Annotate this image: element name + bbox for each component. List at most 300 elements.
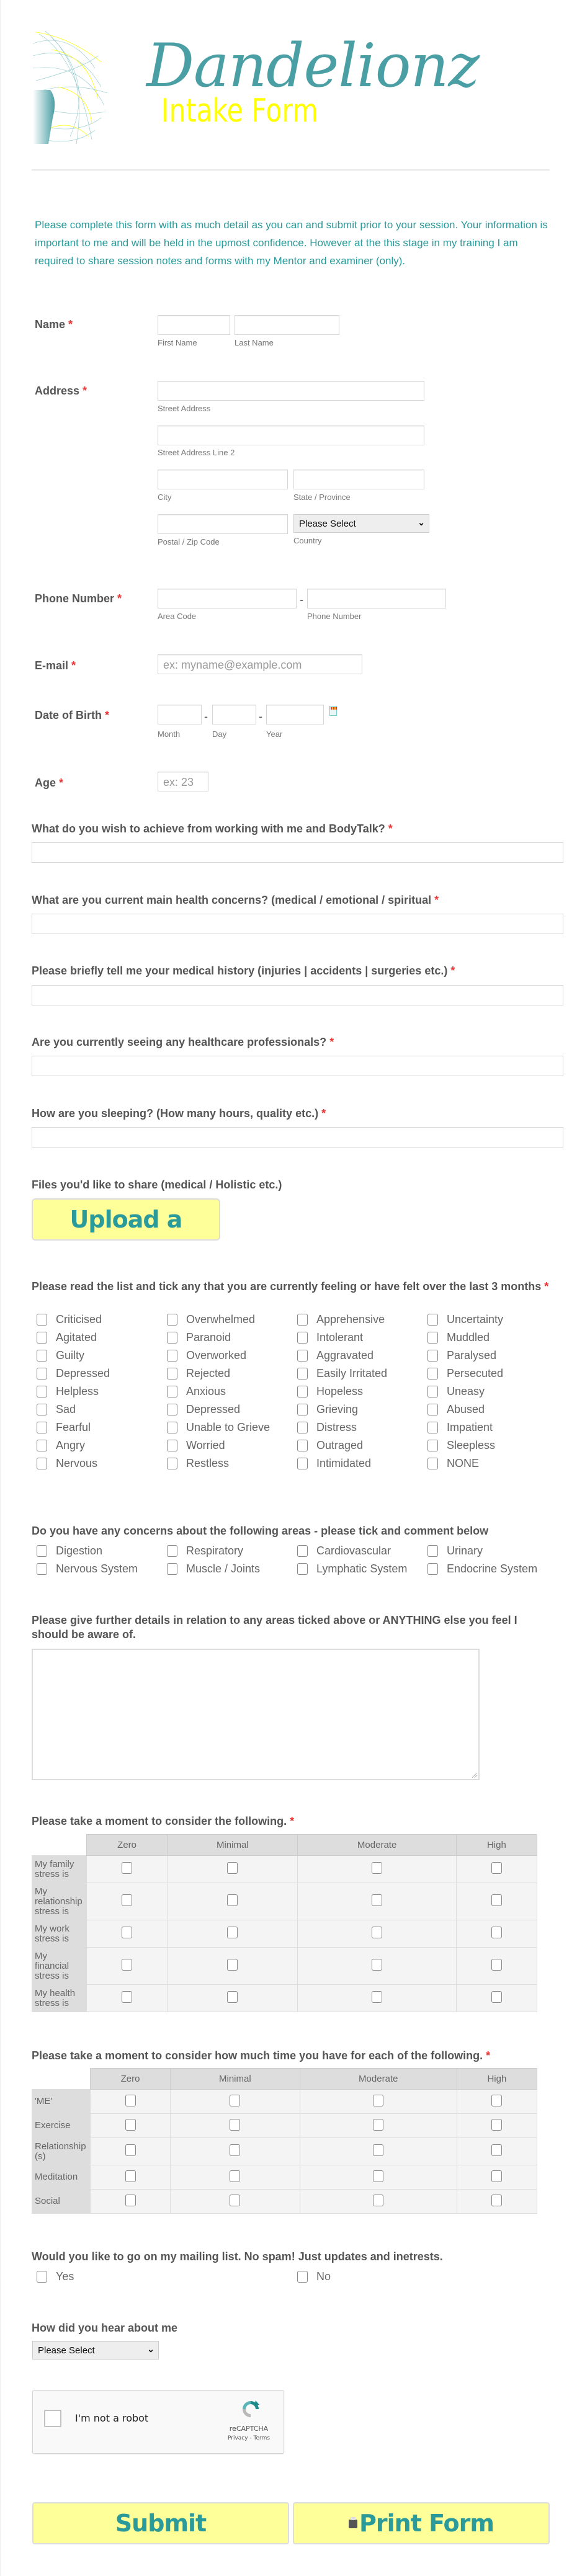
checkbox-option[interactable]	[297, 1542, 427, 1560]
checkbox[interactable]	[427, 1314, 438, 1326]
postal-code-sublabel: Postal / Zip Code	[158, 537, 220, 546]
checkbox[interactable]	[427, 1545, 438, 1557]
checkbox[interactable]	[122, 1959, 132, 1971]
checkbox-option[interactable]	[297, 1401, 427, 1419]
checkbox[interactable]	[297, 1458, 308, 1469]
matrix-cell	[457, 2190, 537, 2214]
checkbox[interactable]	[227, 1894, 238, 1906]
recaptcha-text: I'm not a robot	[75, 2412, 149, 2424]
checkbox[interactable]	[427, 1368, 438, 1379]
checkbox[interactable]	[37, 1404, 47, 1415]
checkbox-option[interactable]	[297, 1455, 427, 1473]
checkbox[interactable]	[297, 1440, 308, 1451]
checkbox[interactable]	[167, 1404, 177, 1415]
matrix-row	[32, 2190, 537, 2214]
files-label: Files you'd like to share (medical / Holistic etc.)	[32, 1179, 282, 1191]
checkbox-option[interactable]	[297, 1311, 427, 1329]
dob-year-sublabel: Year	[266, 729, 283, 739]
matrix-row	[32, 1856, 537, 1883]
matrix-row-label: My relationship stress is	[32, 1883, 87, 1920]
street-address-line2-input[interactable]	[158, 426, 424, 445]
chevron-down-icon: ⌄	[418, 517, 425, 527]
matrix-cell	[168, 1985, 298, 2012]
matrix-row-label: 'ME'	[32, 2090, 91, 2114]
matrix-row	[32, 1920, 537, 1948]
matrix-column-header: Moderate	[298, 1835, 456, 1856]
checkbox-option[interactable]	[37, 1437, 167, 1455]
checkbox-label: Cardiovascular	[316, 1544, 391, 1557]
checkbox[interactable]	[297, 1332, 308, 1344]
checkbox[interactable]	[491, 1862, 502, 1874]
matrix-row	[32, 2114, 537, 2138]
checkbox-option[interactable]	[427, 1419, 564, 1437]
checkbox-option[interactable]	[297, 1365, 427, 1383]
checkbox[interactable]	[427, 1386, 438, 1397]
checkbox[interactable]	[427, 1440, 438, 1451]
checkbox-option[interactable]	[427, 1329, 564, 1347]
matrix-cell	[87, 1920, 168, 1948]
mailing-option-yes[interactable]: Yes	[37, 2268, 74, 2286]
dob-day-input[interactable]	[212, 705, 256, 724]
checkbox[interactable]	[122, 1862, 132, 1874]
checkbox-label: Impatient	[447, 1421, 493, 1433]
checkbox-label: Lymphatic System	[316, 1562, 408, 1575]
checkbox[interactable]	[491, 2170, 502, 2182]
checkbox[interactable]	[297, 1404, 308, 1415]
checkbox-option[interactable]	[167, 1365, 297, 1383]
area-code-sublabel: Area Code	[158, 612, 197, 621]
checkbox[interactable]	[230, 2170, 240, 2182]
checkbox[interactable]	[167, 1422, 177, 1433]
dob-year-input[interactable]	[266, 705, 324, 724]
postal-code-input[interactable]	[158, 514, 288, 534]
stress-matrix-label: Please take a moment to consider the following. *	[32, 1815, 295, 1827]
matrix-cell	[298, 1985, 456, 2012]
address-label: Address *	[35, 385, 87, 397]
recaptcha-checkbox[interactable]	[44, 2410, 61, 2427]
matrix-column-header: Zero	[91, 2069, 171, 2090]
checkbox-option[interactable]	[427, 1560, 564, 1578]
checkbox[interactable]	[167, 1314, 177, 1326]
matrix-cell	[298, 1948, 456, 1985]
checkbox-option[interactable]	[297, 1383, 427, 1401]
checkbox[interactable]	[230, 2195, 240, 2206]
checkbox[interactable]	[297, 1368, 308, 1379]
checkbox-label: Restless	[186, 1457, 230, 1469]
checkbox[interactable]	[125, 2144, 136, 2156]
checkbox-option[interactable]	[37, 1401, 167, 1419]
checkbox[interactable]	[122, 1991, 132, 2003]
checkbox[interactable]	[372, 1927, 382, 1938]
street-address-line2-sublabel: Street Address Line 2	[158, 448, 235, 457]
checkbox-label: Muscle / Joints	[186, 1562, 261, 1575]
resize-grip-icon[interactable]	[472, 1773, 477, 1778]
checkbox-option[interactable]	[37, 1347, 167, 1365]
checkbox[interactable]	[372, 1991, 382, 2003]
matrix-cell	[87, 1856, 168, 1883]
matrix-cell	[300, 2165, 457, 2190]
checkbox-option[interactable]	[37, 1455, 167, 1473]
checkbox[interactable]	[37, 1458, 47, 1469]
checkbox[interactable]	[167, 1386, 177, 1397]
checkbox-label: Rejected	[186, 1367, 231, 1379]
checkbox-option[interactable]	[167, 1401, 297, 1419]
checkbox[interactable]	[37, 1368, 47, 1379]
referral-select[interactable]: Please Select ⌄	[32, 2341, 159, 2360]
checkbox[interactable]	[230, 2119, 240, 2131]
question-medical-history-label: Please briefly tell me your medical history (injuries | accidents | surgeries etc.) *	[32, 965, 455, 977]
matrix-cell	[168, 1856, 298, 1883]
matrix-row	[32, 1883, 537, 1920]
matrix-cell	[300, 2190, 457, 2214]
matrix-cell	[91, 2090, 171, 2114]
checkbox[interactable]	[227, 1959, 238, 1971]
checkbox[interactable]	[427, 1458, 438, 1469]
checkbox[interactable]	[167, 1440, 177, 1451]
intro-text: Please complete this form with as much detail as you can and submit prior to your session. Your information is important to me and will be held in the upmost confidence. However at the this stage in my training I am required to share session notes and forms with my Mentor and examiner (only).	[35, 219, 548, 267]
sleep-input[interactable]	[32, 1127, 563, 1148]
checkbox-option[interactable]	[427, 1347, 564, 1365]
checkbox-option[interactable]	[427, 1383, 564, 1401]
checkbox[interactable]	[37, 1350, 47, 1362]
checkbox-label: Overworked	[186, 1349, 247, 1362]
checkbox-label: Paralysed	[447, 1349, 497, 1362]
first-name-input[interactable]	[158, 315, 230, 335]
checkbox-option[interactable]	[297, 1419, 427, 1437]
checkbox[interactable]	[125, 2195, 136, 2206]
city-sublabel: City	[158, 492, 172, 502]
checkbox-label: Hopeless	[316, 1385, 364, 1397]
checkbox-option[interactable]	[37, 1383, 167, 1401]
first-name-sublabel: First Name	[158, 338, 197, 347]
matrix-row-label: My financial stress is	[32, 1948, 87, 1985]
checkbox[interactable]	[373, 2119, 383, 2131]
state-input[interactable]	[293, 470, 424, 489]
dandelion-logo-icon	[33, 31, 107, 144]
matrix-row	[32, 2165, 537, 2190]
matrix-cell	[91, 2190, 171, 2214]
matrix-row-label: My health stress is	[32, 1985, 87, 2012]
checkbox-label: Paranoid	[186, 1331, 231, 1344]
matrix-row	[32, 2090, 537, 2114]
phone-number-input[interactable]	[307, 589, 446, 608]
matrix-cell	[457, 2114, 537, 2138]
email-input[interactable]: ex: myname@example.com	[158, 654, 362, 674]
matrix-column-header: Minimal	[168, 1835, 298, 1856]
time-matrix-label: Please take a moment to consider how much time you have for each of the following. *	[32, 2049, 491, 2062]
checkbox-label: NONE	[447, 1457, 480, 1469]
checkbox-label: Grieving	[316, 1403, 359, 1415]
matrix-cell	[168, 1920, 298, 1948]
email-label: E-mail *	[35, 659, 76, 672]
checkbox[interactable]	[167, 1563, 177, 1575]
goals-input[interactable]	[32, 842, 563, 863]
matrix-row-label: Relationship (s)	[32, 2138, 91, 2165]
checkbox-option[interactable]	[167, 1437, 297, 1455]
mailing-option-no[interactable]: No	[297, 2268, 331, 2286]
feelings-label: Please read the list and tick any that you are currently feeling or have felt over the last 3 months *	[32, 1280, 549, 1293]
checkbox[interactable]	[372, 1959, 382, 1971]
question-healthcare-professionals-label: Are you currently seeing any healthcare professionals? *	[32, 1036, 334, 1048]
checkbox[interactable]	[122, 1927, 132, 1938]
checkbox-option[interactable]	[37, 1329, 167, 1347]
checkbox-label: Distress	[316, 1421, 357, 1433]
checkbox-label: Muddled	[447, 1331, 490, 1344]
checkbox[interactable]	[227, 1991, 238, 2003]
checkbox[interactable]	[373, 2195, 383, 2206]
mailing-list-label: Would you like to go on my mailing list. No spam! Just updates and inetrests.	[32, 2250, 443, 2263]
matrix-cell	[456, 1883, 537, 1920]
details-label: Please give further details in relation to any areas ticked above or ANYTHING else you feel I should be aware of.	[32, 1614, 517, 1641]
matrix-cell	[298, 1883, 456, 1920]
medical-history-input[interactable]	[32, 985, 563, 1005]
checkbox[interactable]	[37, 1422, 47, 1433]
checkbox[interactable]	[227, 1862, 238, 1874]
checkbox-label: Sleepless	[447, 1439, 496, 1451]
checkbox-label: Intolerant	[316, 1331, 364, 1344]
checkbox-label: Fearful	[56, 1421, 91, 1433]
checkbox-option[interactable]	[167, 1347, 297, 1365]
checkbox-option[interactable]	[297, 1329, 427, 1347]
dob-month-input[interactable]	[158, 705, 202, 724]
checkbox-option[interactable]	[167, 1419, 297, 1437]
checkbox-option[interactable]	[37, 1560, 167, 1578]
matrix-cell	[171, 2165, 300, 2190]
checkbox[interactable]	[167, 1545, 177, 1557]
checkbox-option[interactable]	[427, 1437, 564, 1455]
checkbox[interactable]	[491, 1927, 502, 1938]
phone-separator: -	[300, 594, 303, 606]
checkbox-label: Digestion	[56, 1544, 103, 1557]
concerns-checkbox-group	[37, 1542, 564, 1578]
checkbox-option[interactable]	[427, 1401, 564, 1419]
checkbox-label: Overwhelmed	[186, 1313, 256, 1326]
checkbox-label: Uncertainty	[447, 1313, 504, 1326]
checkbox-option[interactable]	[167, 1542, 297, 1560]
recaptcha-brand: reCAPTCHA	[229, 2425, 269, 2433]
matrix-cell	[91, 2165, 171, 2190]
checkbox[interactable]	[491, 2144, 502, 2156]
checkbox[interactable]	[37, 1440, 47, 1451]
checkbox[interactable]	[491, 1894, 502, 1906]
country-sublabel: Country	[293, 536, 322, 545]
checkbox-option[interactable]	[297, 1347, 427, 1365]
matrix-cell	[300, 2090, 457, 2114]
street-address-input[interactable]	[158, 381, 424, 401]
checkbox[interactable]	[491, 1959, 502, 1971]
checkbox[interactable]	[167, 1332, 177, 1344]
checkbox-label: Easily Irritated	[316, 1367, 388, 1379]
upload-button[interactable]: Upload a	[32, 1198, 220, 1241]
checkbox-label: Sad	[56, 1403, 76, 1415]
matrix-row-label: My work stress is	[32, 1920, 87, 1948]
phone-label: Phone Number *	[35, 592, 122, 605]
matrix-cell	[168, 1948, 298, 1985]
form-subtitle: Intake Form	[161, 92, 318, 130]
checkbox-label: Agitated	[56, 1331, 97, 1344]
checkbox-option[interactable]	[297, 1437, 427, 1455]
print-form-button[interactable]: Print Form	[293, 2502, 550, 2544]
checkbox-option[interactable]	[427, 1365, 564, 1383]
checkbox[interactable]	[230, 2144, 240, 2156]
checkbox-option[interactable]	[167, 1383, 297, 1401]
checkbox-label: Endocrine System	[447, 1562, 538, 1575]
checkbox[interactable]	[230, 2095, 240, 2106]
printer-icon	[349, 2520, 357, 2528]
checkbox[interactable]	[125, 2119, 136, 2131]
checkbox[interactable]	[125, 2170, 136, 2182]
area-code-input[interactable]	[158, 589, 297, 608]
question-goals-label: What do you wish to achieve from working with me and BodyTalk? *	[32, 822, 393, 835]
checkbox[interactable]	[373, 2144, 383, 2156]
matrix-column-header: Minimal	[171, 2069, 300, 2090]
recaptcha-logo-icon	[241, 2399, 261, 2419]
checkbox-label: Criticised	[56, 1313, 102, 1326]
matrix-cell	[171, 2138, 300, 2165]
checkbox[interactable]	[297, 1563, 308, 1575]
checkbox-option[interactable]	[427, 1455, 564, 1473]
checkbox[interactable]	[491, 2095, 502, 2106]
checkbox-label: Outraged	[316, 1439, 364, 1451]
checkbox-label: Anxious	[186, 1385, 226, 1397]
checkbox-label: Abused	[447, 1403, 485, 1415]
matrix-row	[32, 2138, 537, 2165]
checkbox[interactable]	[427, 1332, 438, 1344]
matrix-header-row	[32, 1835, 537, 1856]
checkbox[interactable]	[37, 1545, 47, 1557]
matrix-header-row	[32, 2069, 537, 2090]
checkbox-label: Uneasy	[447, 1385, 485, 1397]
matrix-corner	[32, 2069, 91, 2090]
checkbox-option[interactable]	[167, 1311, 297, 1329]
checkbox[interactable]	[125, 2095, 136, 2106]
name-label: Name *	[35, 318, 73, 331]
state-sublabel: State / Province	[293, 492, 351, 502]
checkbox-option[interactable]	[167, 1329, 297, 1347]
checkbox-label: Worried	[186, 1439, 225, 1451]
age-label: Age *	[35, 777, 64, 789]
city-input[interactable]	[158, 470, 288, 489]
street-address-sublabel: Street Address	[158, 404, 211, 413]
checkbox-label: Persecuted	[447, 1367, 504, 1379]
checkbox-option[interactable]	[167, 1560, 297, 1578]
checkbox-label: Urinary	[447, 1544, 483, 1557]
matrix-cell	[456, 1948, 537, 1985]
checkbox[interactable]	[167, 1368, 177, 1379]
checkbox[interactable]	[373, 2095, 383, 2106]
matrix-cell	[300, 2138, 457, 2165]
healthcare-professionals-input[interactable]	[32, 1056, 563, 1076]
checkbox-option[interactable]	[167, 1455, 297, 1473]
matrix-cell	[171, 2090, 300, 2114]
checkbox[interactable]	[372, 1894, 382, 1906]
matrix-cell	[456, 1985, 537, 2012]
checkbox[interactable]	[37, 1332, 47, 1344]
feelings-checkbox-group	[37, 1311, 564, 1473]
checkbox[interactable]	[297, 1350, 308, 1362]
matrix-row	[32, 1985, 537, 2012]
checkbox-option[interactable]	[37, 1419, 167, 1437]
checkbox[interactable]	[427, 1404, 438, 1415]
checkbox[interactable]	[297, 1545, 308, 1557]
checkbox[interactable]	[167, 1350, 177, 1362]
checkbox[interactable]	[373, 2170, 383, 2182]
checkbox-option[interactable]	[297, 1560, 427, 1578]
brand-name: Dandelionz	[146, 31, 479, 100]
checkbox-label: Aggravated	[316, 1349, 374, 1362]
checkbox[interactable]	[491, 2119, 502, 2131]
matrix-cell	[87, 1985, 168, 2012]
matrix-column-header: Moderate	[300, 2069, 457, 2090]
recaptcha-links[interactable]: Privacy - Terms	[227, 2435, 271, 2441]
checkbox-label: Angry	[56, 1439, 86, 1451]
matrix-row-label: Exercise	[32, 2114, 91, 2138]
matrix-cell	[457, 2165, 537, 2190]
checkbox-option[interactable]	[427, 1311, 564, 1329]
health-concerns-input[interactable]	[32, 914, 563, 934]
checkbox[interactable]	[37, 1386, 47, 1397]
stress-matrix-table	[32, 1834, 537, 2012]
last-name-input[interactable]	[235, 315, 339, 335]
checkbox[interactable]	[491, 2195, 502, 2206]
age-input[interactable]: ex: 23	[158, 772, 208, 791]
form-header	[33, 31, 479, 146]
checkbox[interactable]	[297, 2271, 308, 2283]
checkbox[interactable]	[427, 1422, 438, 1433]
checkbox[interactable]	[37, 1314, 47, 1326]
matrix-cell	[298, 1920, 456, 1948]
recaptcha-widget	[32, 2390, 284, 2454]
checkbox[interactable]	[427, 1563, 438, 1575]
phone-number-sublabel: Phone Number	[307, 612, 362, 621]
checkbox[interactable]	[122, 1894, 132, 1906]
matrix-cell	[91, 2138, 171, 2165]
last-name-sublabel: Last Name	[235, 338, 274, 347]
calendar-icon[interactable]	[329, 706, 337, 716]
checkbox-label: Nervous System	[56, 1562, 138, 1575]
matrix-cell	[168, 1883, 298, 1920]
checkbox[interactable]	[167, 1458, 177, 1469]
header-divider	[32, 169, 550, 171]
checkbox-option[interactable]	[427, 1542, 564, 1560]
checkbox-option[interactable]	[37, 1542, 167, 1560]
dob-label: Date of Birth *	[35, 709, 110, 721]
checkbox-label: Intimidated	[316, 1457, 372, 1469]
checkbox-option[interactable]	[37, 1365, 167, 1383]
country-select[interactable]: Please Select ⌄	[293, 514, 429, 533]
checkbox-option[interactable]	[37, 1311, 167, 1329]
checkbox[interactable]	[427, 1350, 438, 1362]
checkbox[interactable]	[297, 1314, 308, 1326]
matrix-cell	[298, 1856, 456, 1883]
checkbox[interactable]	[37, 1563, 47, 1575]
matrix-cell	[171, 2114, 300, 2138]
checkbox[interactable]	[37, 2271, 47, 2283]
matrix-row-label: Social	[32, 2190, 91, 2214]
checkbox[interactable]	[227, 1927, 238, 1938]
checkbox-label: Guilty	[56, 1349, 85, 1362]
checkbox[interactable]	[372, 1862, 382, 1874]
dob-separator-1: -	[204, 710, 208, 723]
submit-button[interactable]: Submit	[32, 2502, 289, 2544]
checkbox[interactable]	[491, 1991, 502, 2003]
checkbox[interactable]	[297, 1422, 308, 1433]
referral-label: How did you hear about me	[32, 2322, 178, 2334]
details-textarea[interactable]	[32, 1649, 480, 1780]
checkbox[interactable]	[297, 1386, 308, 1397]
matrix-cell	[457, 2090, 537, 2114]
checkbox-label: Helpless	[56, 1385, 99, 1397]
